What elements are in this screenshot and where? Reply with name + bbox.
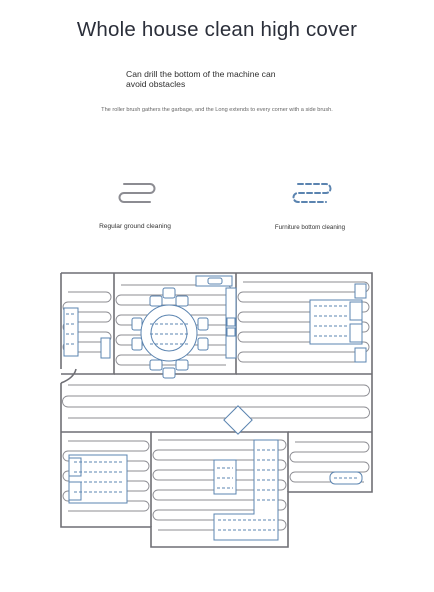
furniture-cleaning-icon	[294, 184, 331, 202]
page-title: Whole house clean high cover	[76, 18, 358, 41]
page-description: The roller brush gathers the garbage, and the Long extends to every corner with a side brush.	[101, 107, 333, 113]
furniture-cleaning-label: Furniture bottom cleaning	[274, 224, 346, 231]
regular-cleaning-icon	[120, 184, 155, 202]
page-subtitle: Can drill the bottom of the machine can avoid obstacles	[126, 69, 276, 89]
regular-cleaning-label: Regular ground cleaning	[99, 223, 171, 230]
